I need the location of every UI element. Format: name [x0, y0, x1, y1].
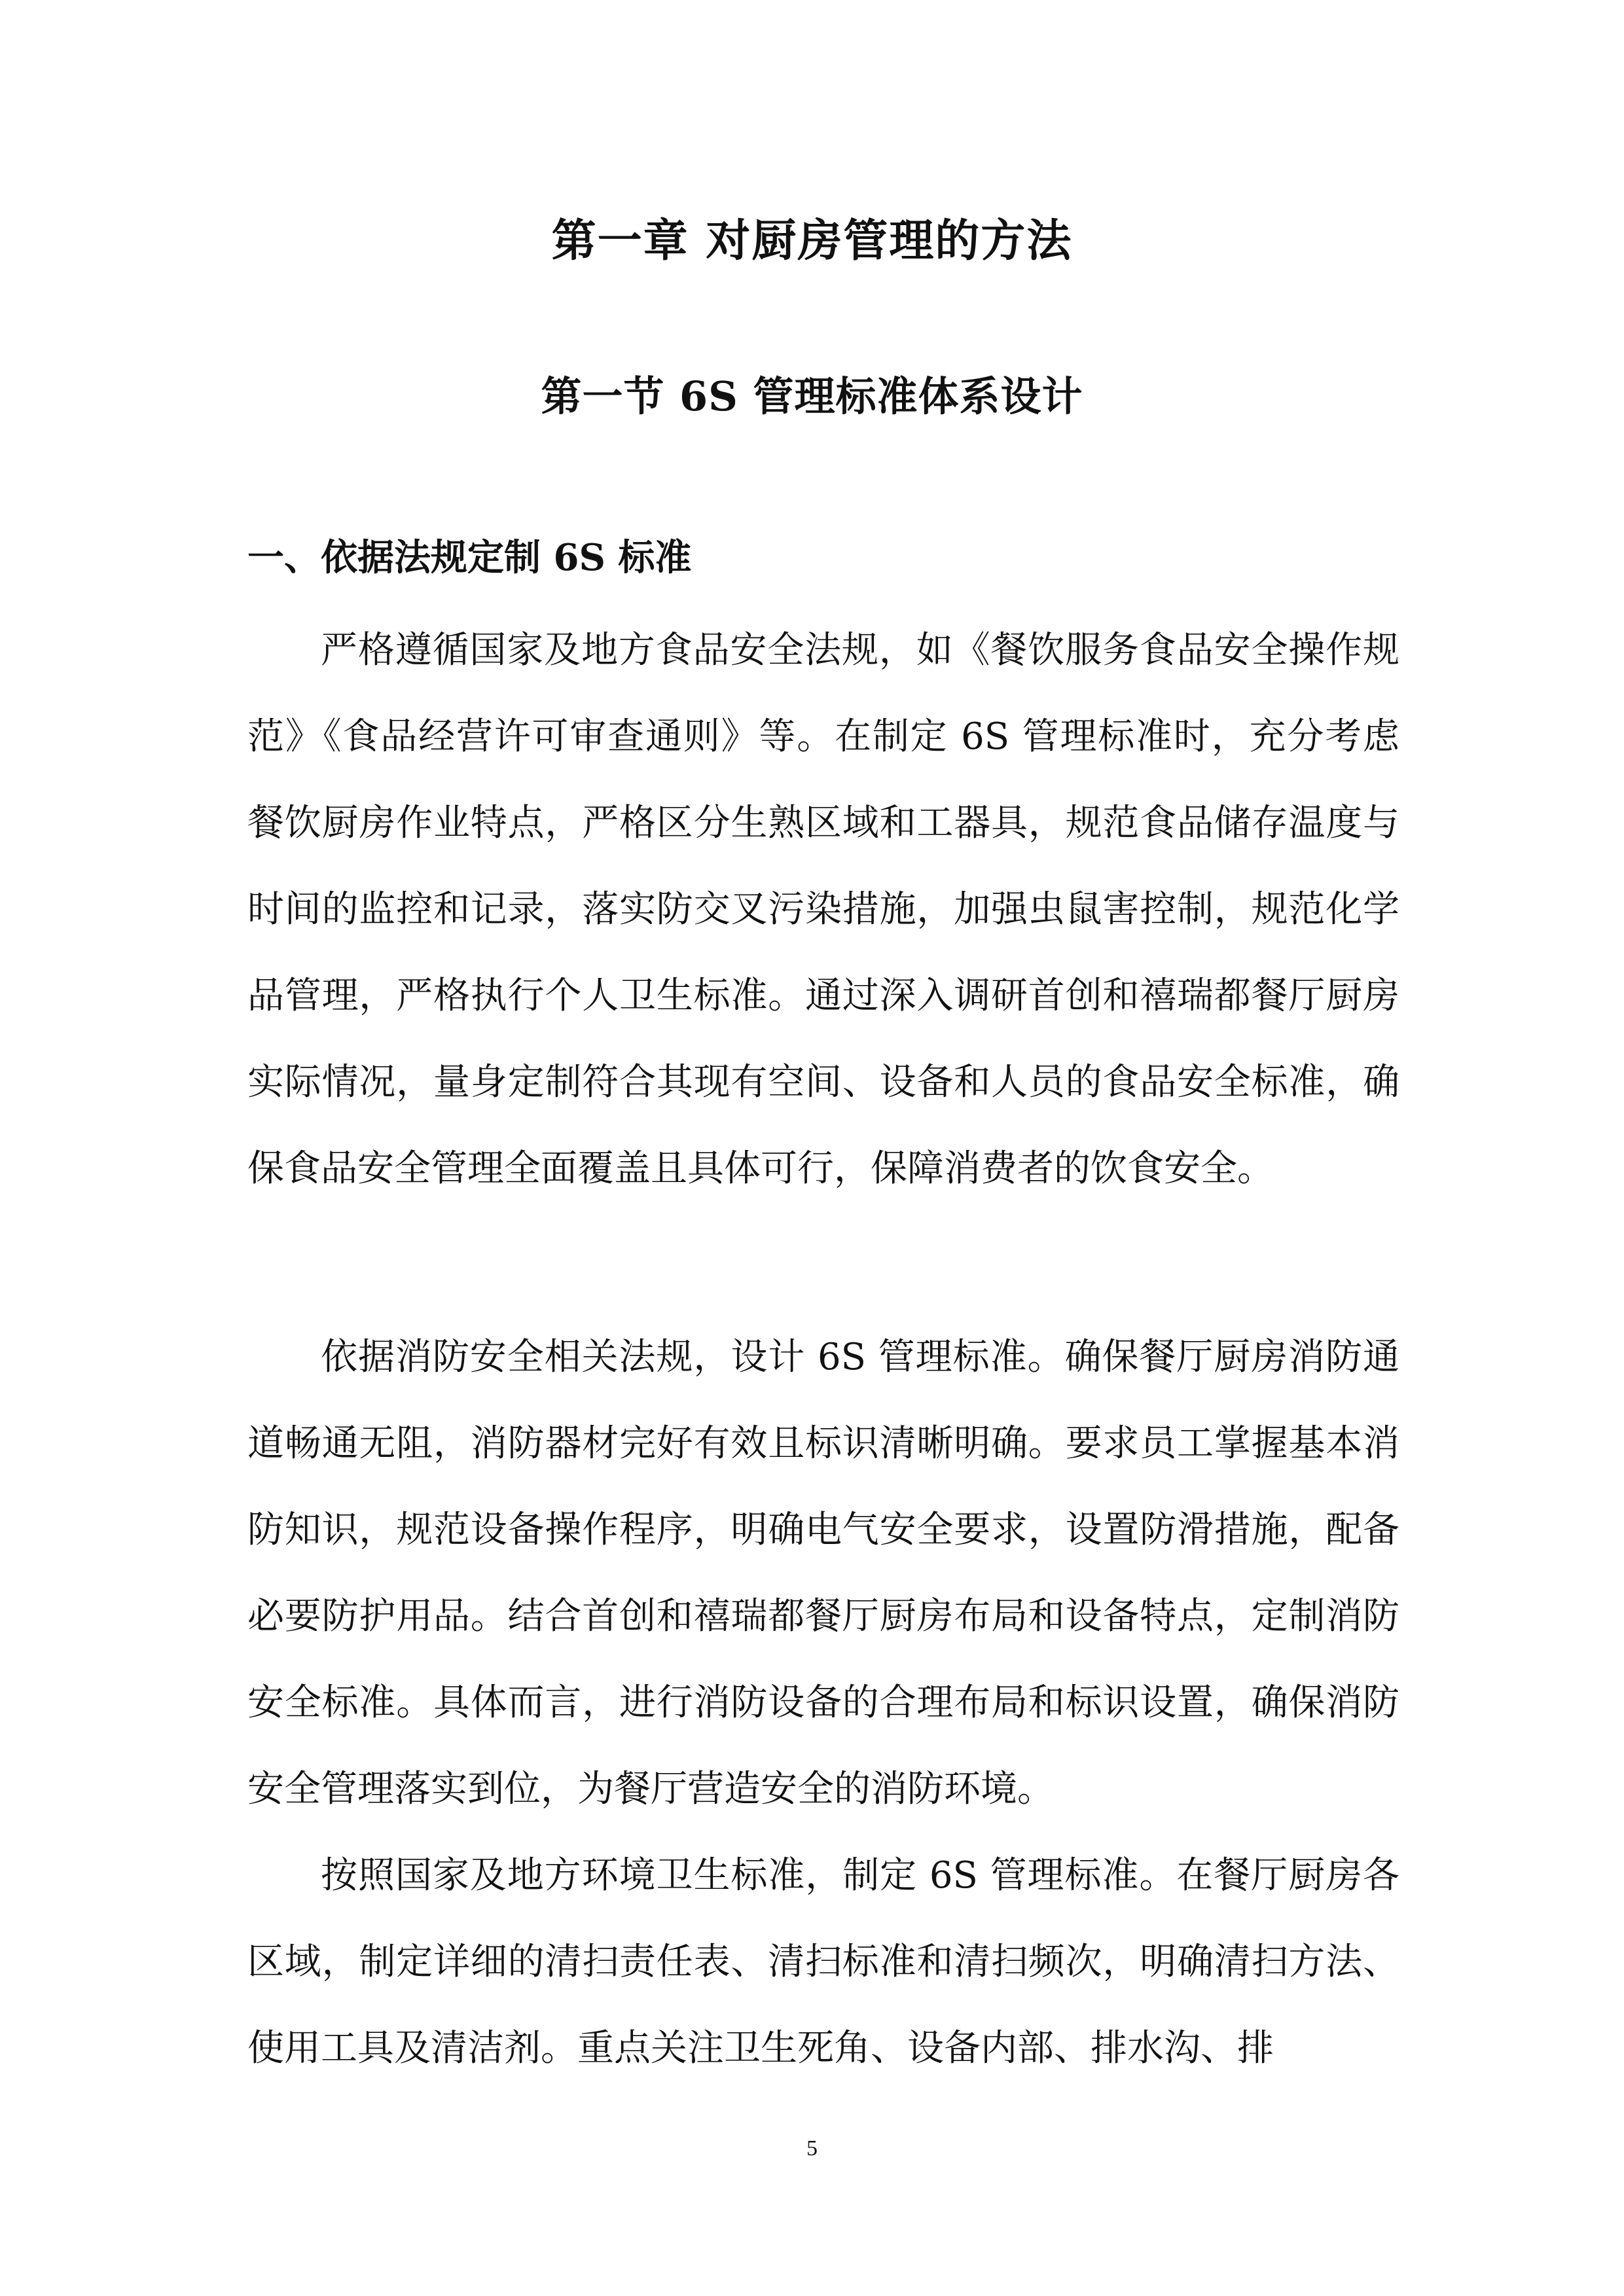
paragraph-environmental-hygiene: 按照国家及地方环境卫生标准，制定 6S 管理标准。在餐厅厨房各区域，制定详细的清扫责任表、清扫标准和清扫频次，明确清扫方法、使用工具及清洁剂。重点关注卫生死角、设备内部、排水沟、排 [247, 1854, 1399, 2070]
subheading: 一、依据法规定制 6S 标准 [247, 536, 692, 579]
section-title: 第一节 6S 管理标准体系设计 [541, 372, 1083, 420]
paragraph-fire-safety: 依据消防安全相关法规，设计 6S 管理标准。确保餐厅厨房消防通道畅通无阻，消防器材完好有效且标识清晰明确。要求员工掌握基本消防知识，规范设备操作程序，明确电气安全要求，设置防滑措施，配备必要防护用品。结合首创和禧瑞都餐厅厨房布局和设备特点，定制消防安全标准。具体而言，进行消防设备的合理布局和标识设置，确保消防安全管理落实到位，为餐厅营造安全的消防环境。 [247, 1336, 1399, 1810]
chapter-title: 第一章 对厨房管理的方法 [551, 215, 1073, 267]
page-number: 5 [806, 2136, 818, 2161]
paragraph-food-safety: 严格遵循国家及地方食品安全法规，如《餐饮服务食品安全操作规范》《食品经营许可审查通则》等。在制定 6S 管理标准时，充分考虑餐饮厨房作业特点，严格区分生熟区域和工器具，规范食品储存温度与时间的监控和记录，落实防交叉污染措施，加强虫鼠害控制，规范化学品管理，严格执行个人卫生标准。通过深入调研首创和禧瑞都餐厅厨房实际情况，量身定制符合其现有空间、设备和人员的食品安全标准，确保食品安全管理全面覆盖且具体可行，保障消费者的饮食安全。 [247, 629, 1399, 1190]
